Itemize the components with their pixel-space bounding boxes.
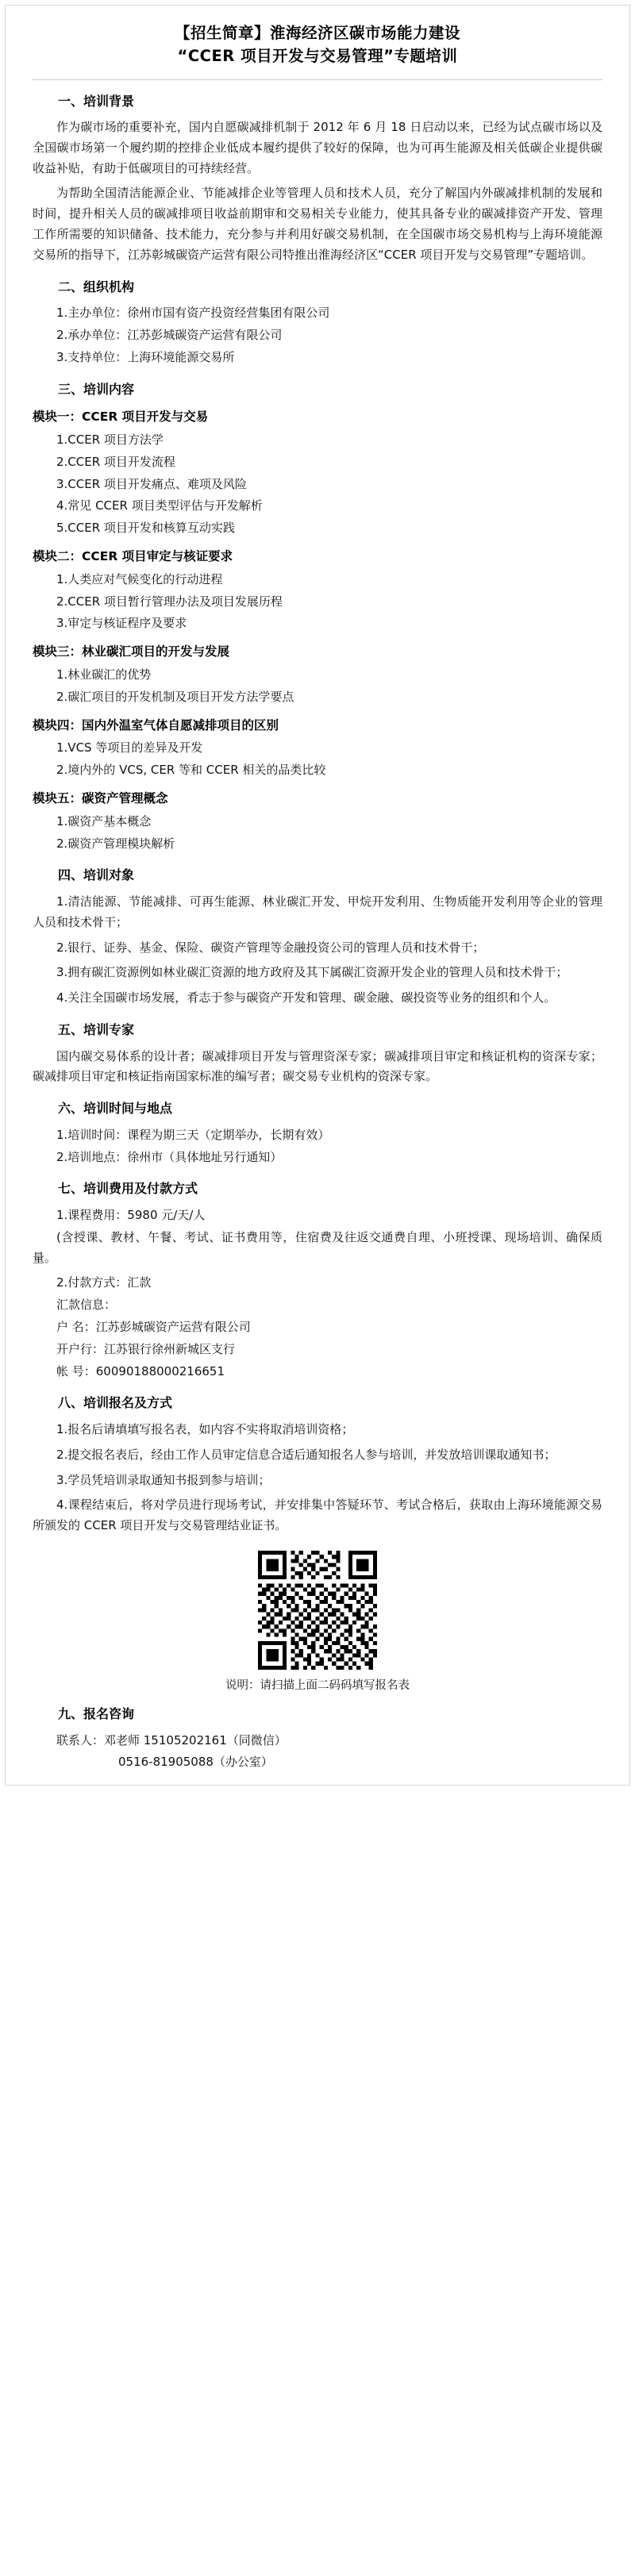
list-item: 2.提交报名表后，经由工作人员审定信息合适后通知报名人参与培训，并发放培训课取通知书； <box>56 1447 556 1462</box>
section-heading-background: 一、培训背景 <box>58 93 135 109</box>
payment-account-name: 户 名：江苏彭城碳资产运营有限公司 <box>56 1319 251 1334</box>
registration-qr-code[interactable] <box>258 1551 377 1670</box>
module-title-3: 模块三：林业碳汇项目的开发与发展 <box>33 644 230 659</box>
list-item: 1.VCS 等项目的差异及开发 <box>56 740 203 755</box>
section-heading-registration: 八、培训报名及方式 <box>58 1395 173 1411</box>
document-frame <box>5 5 630 1786</box>
list-item: 5.CCER 项目开发和核算互动实践 <box>56 521 235 536</box>
list-item: 4.课程结束后，将对学员进行现场考试，并安排集中答疑环节、考试合格后，获取由上海环境能源交易所颁发的 CCER 项目开发与交易管理结业证书。 <box>33 1498 602 1533</box>
module-title-2: 模块二：CCER 项目审定与核证要求 <box>33 549 233 564</box>
section-heading-fees: 七、培训费用及付款方式 <box>58 1181 198 1197</box>
page-title <box>33 13 602 73</box>
list-item: 3.支持单位：上海环境能源交易所 <box>56 349 235 364</box>
qr-code-container <box>33 1551 602 1670</box>
title-divider <box>33 79 602 80</box>
list-item: 2.碳汇项目的开发机制及项目开发方法学要点 <box>56 689 294 704</box>
background-paragraph: 为帮助全国清洁能源企业、节能减排企业等管理人员和技术人员，充分了解国内外碳减排机制的发展和时间，提升相关人员的碳减排项目收益前期审和交易相关专业能力，使其具备专业的碳减排资产开发、管理工作所需要的知识储备、技术能力，充分参与并利用好碳交易机制，在全国碳市场交易机构与上海环境能源交易所的指导下，江苏彰城碳资产运营有限公司特推出淮海经济区“CCER 项目开发与交易管理”专题培训。 <box>33 186 602 262</box>
list-item: 3.CCER 项目开发痛点、难项及风险 <box>56 476 247 491</box>
list-item: 1.CCER 项目方法学 <box>56 433 164 448</box>
document-page <box>0 5 635 1786</box>
list-item: 2.CCER 项目开发流程 <box>56 454 175 469</box>
list-item: 4.关注全国碳市场发展，肴志于参与碳资产开发和管理、碳金融、碳投资等业务的组织和个人。 <box>56 990 556 1005</box>
list-item: 3.学员凭培训录取通知书报到参与培训； <box>56 1472 271 1487</box>
contact-line: 0516-81905088（办公室） <box>118 1754 273 1769</box>
list-item: 1.碳资产基本概念 <box>56 813 152 829</box>
module-title-5: 模块五：碳资产管理概念 <box>33 791 168 805</box>
list-item: 2.银行、证券、基金、保险、碳资产管理等金融投资公司的管理人员和技术骨干； <box>56 940 485 955</box>
module-title-1: 模块一：CCER 项目开发与交易 <box>33 409 209 425</box>
list-item: 1.林业碳汇的优势 <box>56 667 152 682</box>
title-line-1: 【招生简章】淮海经济区碳市场能力建设 <box>174 24 460 42</box>
list-item: 1.人类应对气候变化的行动进程 <box>56 571 223 586</box>
payment-method: 2.付款方式：汇款 <box>56 1275 152 1290</box>
qr-caption: 说明：请扫描上面二码码填写报名表 <box>225 1678 410 1692</box>
list-item: 1.课程费用：5980 元/天/人 <box>56 1207 206 1222</box>
list-item: 2.承办单位：江苏彭城碳资产运营有限公司 <box>56 328 283 343</box>
background-paragraph: 作为碳市场的重要补充，国内自愿碳减排机制于 2012 年 6 月 18 日启动以来，已经为试点碳市场以及全国碳市场第一个履约期的控排企业低成本履约提供了较好的保障，也为可再生能源及相关低碳企业提供碳收益补贴，有助于低碳项目的可持续经营。 <box>33 120 602 175</box>
list-item: 1.主办单位：徐州市国有资产投资经营集团有限公司 <box>56 306 330 321</box>
list-item: 1.培训时间：课程为期三天（定期举办，长期有效） <box>56 1127 330 1142</box>
section-heading-content: 三、培训内容 <box>58 381 135 397</box>
list-item: 2.培训地点：徐州市（具体地址另行通知） <box>56 1149 283 1164</box>
payment-bank: 开户行：江苏银行徐州新城区支行 <box>56 1341 236 1356</box>
payment-account-number: 帐 号：60090188000216651 <box>56 1363 225 1378</box>
list-item: 4.常见 CCER 项目类型评估与开发解析 <box>56 498 263 513</box>
section-heading-consulting: 九、报名咨询 <box>58 1705 135 1721</box>
payment-info-label: 汇款信息： <box>56 1298 117 1313</box>
section-heading-audience: 四、培训对象 <box>58 867 135 883</box>
experts-paragraph: 国内碳交易体系的设计者；碳减排项目开发与管理资深专家；碳减排项目审定和核证机构的资深专家；碳减排项目审定和核证指南国家标准的编写者；碳交易专业机构的资深专家。 <box>33 1048 602 1084</box>
module-title-4: 模块四：国内外温室气体自愿减排项目的区别 <box>33 717 279 732</box>
list-item: 1.清洁能源、节能减排、可再生能源、林业碳汇开发、甲烷开发利用、生物质能开发利用等企业的管理人员和技术骨干； <box>33 894 602 929</box>
section-heading-time-place: 六、培训时间与地点 <box>58 1101 173 1117</box>
list-item: 1.报名后请填填写报名表，如内容不实将取消培训资格； <box>56 1421 354 1436</box>
list-item: 3.审定与核证程序及要求 <box>56 616 187 631</box>
fee-note: (含授课、教材、午餐、考试、证书费用等，住宿费及往返交通费自理、小班授课、现场培训、确保质量。 <box>33 1229 602 1265</box>
list-item: 2.碳资产管理模块解析 <box>56 836 175 851</box>
section-heading-experts: 五、培训专家 <box>58 1021 135 1037</box>
list-item: 3.拥有碳汇资源例如林业碳汇资源的地方政府及其下属碳汇资源开发企业的管理人员和技术骨干； <box>56 965 568 980</box>
section-heading-organizers: 二、组织机构 <box>58 279 135 294</box>
list-item: 2.CCER 项目暂行管理办法及项目发展历程 <box>56 594 283 609</box>
qr-icon <box>258 1551 377 1670</box>
list-item: 2.境内外的 VCS, CER 等和 CCER 相关的品类比较 <box>56 763 326 778</box>
contact-line: 联系人：邓老师 15105202161（同微信） <box>56 1733 287 1748</box>
title-line-2: “CCER 项目开发与交易管理”专题培训 <box>177 47 458 66</box>
